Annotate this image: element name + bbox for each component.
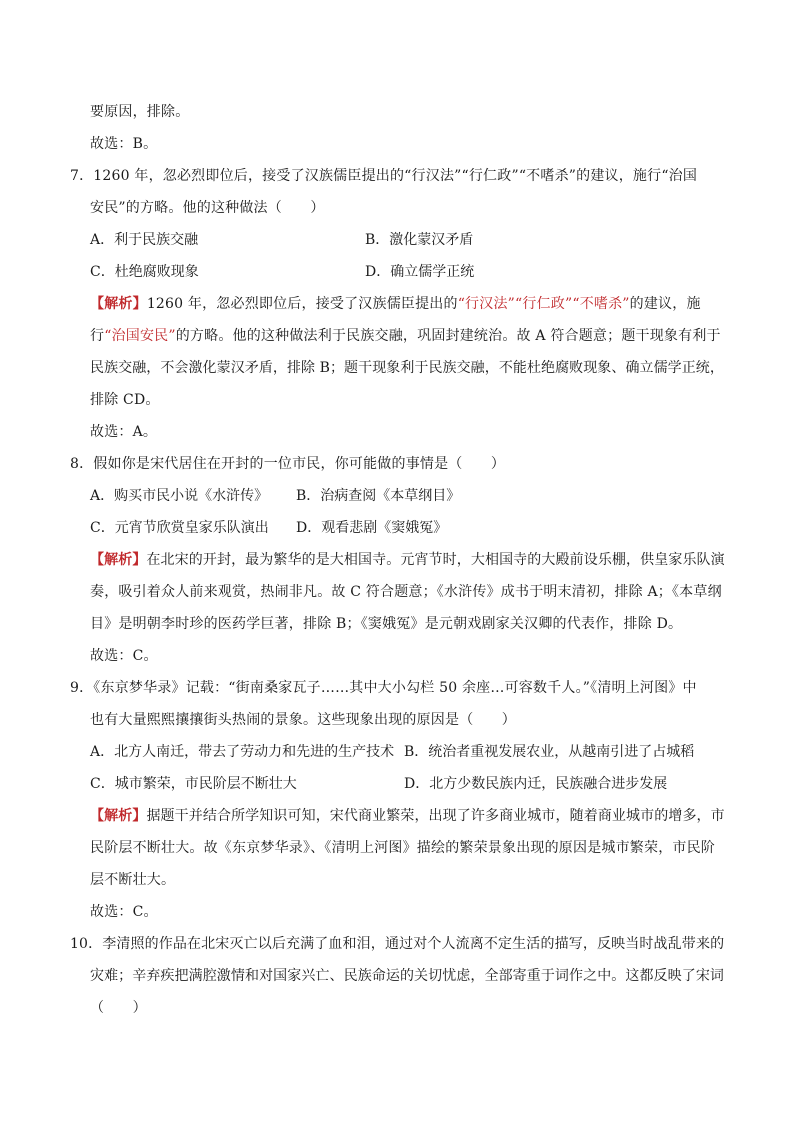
q8-option-c: C．元宵节欣赏皇家乐队演出 bbox=[90, 520, 269, 536]
q7-answer: 故选：A。 bbox=[90, 424, 158, 440]
q8-analysis-text: 在北宋的开封，最为繁华的是大相国寺。元宵节时，大相国寺的大殿前设乐棚，供皇家乐队演 bbox=[146, 552, 725, 568]
q10-stem-line3: （ ） bbox=[90, 1000, 147, 1016]
q9-option-c: C．城市繁荣，市民阶层不断壮大 bbox=[90, 776, 297, 792]
q8-stem: 8．假如你是宋代居住在开封的一位市民，你可能做的事情是（ ） bbox=[70, 456, 506, 472]
q9-stem-line2: 也有大量熙熙攘攘街头热闹的景象。这些现象出现的原因是（ ） bbox=[90, 712, 516, 728]
q7-analysis-quote: “治国安民” bbox=[104, 328, 176, 344]
q7-option-b: B．激化蒙汉矛盾 bbox=[365, 232, 474, 248]
q7-stem-line1: 7．1260 年，忽必烈即位后，接受了汉族儒臣提出的“行汉法”“行仁政”“不嗜杀”的建议，施行“治国 bbox=[70, 168, 698, 184]
q9-analysis-line3: 层不断壮大。 bbox=[90, 872, 176, 888]
analysis-tag: 【解析】 bbox=[90, 552, 147, 568]
q8-analysis-line3: 目》是明朝李时珍的医药学巨著，排除 B；《窦娥冤》是元朝戏剧家关汉卿的代表作，排除 D。 bbox=[90, 616, 683, 632]
q9-analysis-line2: 民阶层不断壮大。故《东京梦华录》、《清明上河图》描绘的繁荣景象出现的原因是城市繁荣，市民阶 bbox=[90, 840, 715, 856]
q9-option-d: D．北方少数民族内迁，民族融合进步发展 bbox=[404, 776, 668, 792]
prev-answer: 故选：B。 bbox=[90, 136, 158, 152]
analysis-tag: 【解析】 bbox=[90, 808, 147, 824]
q7-analysis-text: 的建议，施 bbox=[629, 296, 701, 312]
q7-option-a: A．利于民族交融 bbox=[90, 232, 199, 248]
q7-analysis-text: 的方略。他的这种做法利于民族交融，巩固封建统治。故 A 符合题意；题干现象有利于 bbox=[175, 328, 721, 344]
q9-answer: 故选：C。 bbox=[90, 904, 158, 920]
q7-analysis-line3: 民族交融，不会激化蒙汉矛盾，排除 B；题干现象利于民族交融，不能杜绝腐败现象、确立儒学正统， bbox=[90, 360, 724, 376]
q9-analysis-line1 bbox=[90, 806, 725, 826]
q9-analysis-text: 据题干并结合所学知识可知，宋代商业繁荣，出现了许多商业城市，随着商业城市的增多，市 bbox=[146, 808, 725, 824]
q7-analysis-line1 bbox=[90, 294, 701, 314]
q9-option-a: A．北方人南迁，带去了劳动力和先进的生产技术 bbox=[90, 744, 395, 760]
q7-analysis-text: 行 bbox=[90, 328, 105, 344]
analysis-tag: 【解析】 bbox=[90, 296, 147, 312]
prev-answer-tail: 要原因，排除。 bbox=[90, 104, 190, 120]
q9-stem-line1: 9．《东京梦华录》记载：“街南桑家瓦子……其中大小勾栏 50 余座…可容数千人。”《清明上河图》中 bbox=[70, 680, 697, 696]
q8-option-d: D．观看悲剧《窦娥冤》 bbox=[296, 520, 448, 536]
q7-analysis-quote: “行汉法”“行仁政”“不嗜杀” bbox=[457, 296, 630, 312]
q10-stem-line2: 灾难；辛弃疾把满腔激情和对国家兴亡、民族命运的关切忧虑，全部寄重于词作之中。这都反映了宋词 bbox=[90, 968, 724, 984]
q7-analysis-line4: 排除 CD。 bbox=[90, 392, 160, 408]
q7-analysis-text: 1260 年，忽必烈即位后，接受了汉族儒臣提出的 bbox=[146, 296, 458, 312]
q8-option-a: A．购买市民小说《水浒传》 bbox=[90, 488, 269, 504]
q7-option-d: D．确立儒学正统 bbox=[365, 264, 475, 280]
q7-analysis-line2 bbox=[90, 326, 721, 346]
q8-answer: 故选：C。 bbox=[90, 648, 158, 664]
q7-stem-line2: 安民”的方略。他的这种做法（ ） bbox=[90, 200, 325, 216]
q8-option-b: B．治病查阅《本草纲目》 bbox=[296, 488, 461, 504]
q10-stem-line1: 10．李清照的作品在北宋灭亡以后充满了血和泪，通过对个人流离不定生活的描写，反映当时战乱带来的 bbox=[70, 936, 725, 952]
q8-analysis-line2: 奏，吸引着众人前来观赏，热闹非凡。故 C 符合题意；《水浒传》成书于明末清初，排除 A；《本草纲 bbox=[90, 584, 722, 600]
q7-option-c: C．杜绝腐败现象 bbox=[90, 264, 199, 280]
q9-option-b: B．统治者重视发展农业，从越南引进了占城稻 bbox=[404, 744, 695, 760]
q8-analysis-line1 bbox=[90, 550, 725, 570]
